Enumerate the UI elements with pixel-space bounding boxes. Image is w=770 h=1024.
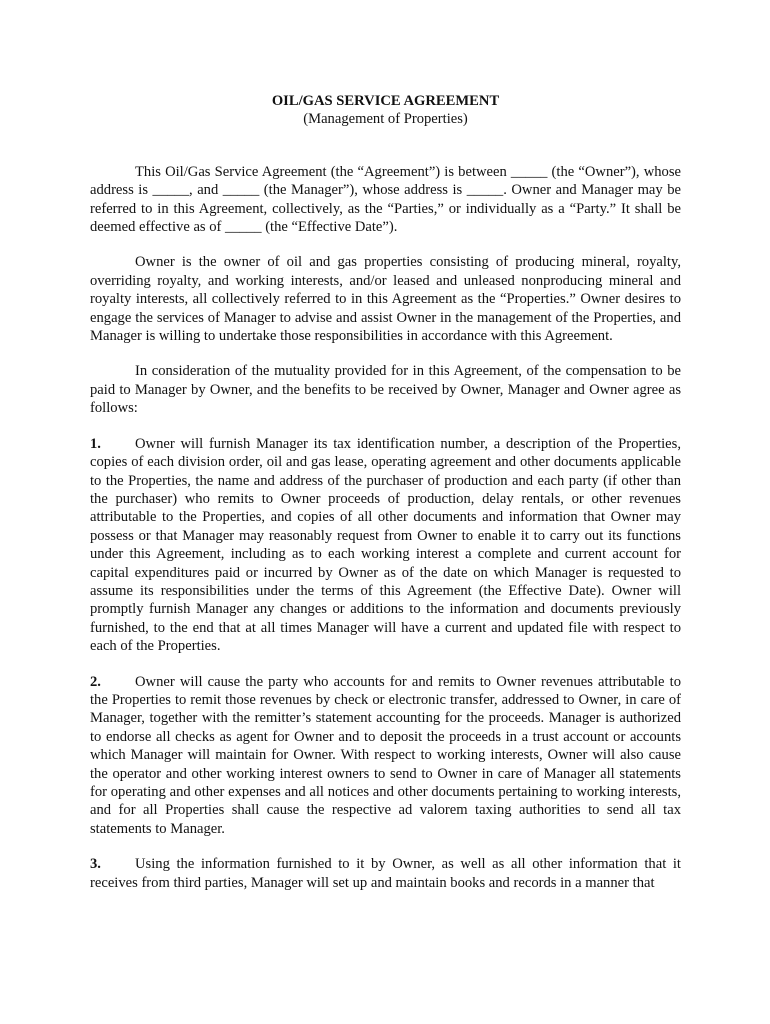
section-3-paragraph bbox=[90, 855, 681, 892]
section-1-number: 1. bbox=[90, 435, 101, 452]
section-1-text: Owner will furnish Manager its tax identification number, a description of the Properties, copies of each division order, oil and gas lease, operating agreement and other documents applicable to the Properties, the name and address of the purchaser of production and each party (if other than the purchaser) who remits to Owner proceeds of production, delay rentals, or other revenues attributable to the Properties, and copies of all other documents and information that Owner may possess or that Manager may reasonably request from Owner to enable it to carry out its functions under this Agreement, including as to each working interest a complete and current account for capital expenditures paid or incurred by Owner as of the date on which Manager is requested to assume its responsibilities under the terms of this Agreement (the Effective Date). Owner will promptly furnish Manager any changes or additions to the information and documents previously furnished, to the end that at all times Manager will have a current and updated file with respect to each of the Properties. bbox=[90, 435, 681, 655]
document-subtitle: (Management of Properties) bbox=[303, 111, 468, 128]
section-1-paragraph bbox=[90, 435, 681, 656]
section-2-text: Owner will cause the party who accounts for and remits to Owner revenues attributable to the Properties to remit those revenues by check or electronic transfer, addressed to Owner, in care of Manager, together with the remitter’s statement accounting for the proceeds. Manager is authorized to endorse all checks as agent for Owner and to deposit the proceeds in a trust account or accounts which Manager will maintain for Owner. With respect to working interests, Owner will also cause the operator and other working interest owners to send to Owner in care of Manager all statements for operating and other expenses and all notices and other documents pertaining to working interests, and for all Properties shall cause the respective ad valorem taxing authorities to send all tax statements to Manager. bbox=[90, 673, 681, 837]
document-page bbox=[90, 92, 681, 909]
section-2-paragraph bbox=[90, 673, 681, 839]
consideration-paragraph: In consideration of the mutuality provided for in this Agreement, of the compensation to be paid to Manager by Owner, and the benefits to be received by Owner, Manager and Owner agree as follows: bbox=[90, 363, 681, 417]
document-title: OIL/GAS SERVICE AGREEMENT bbox=[271, 93, 500, 109]
intro-paragraph: This Oil/Gas Service Agreement (the “Agreement”) is between _____ (the “Owner”), whose address is _____, and _____ (the Manager”), whose address is _____. Owner and Manager may be referred to in this Agreement, collectively, as the “Parties,” or individually as a “Party.” It shall be deemed effective as of _____ (the “Effective Date”). bbox=[90, 163, 681, 236]
section-3-text: Using the information furnished to it by Owner, as well as all other information that it receives from third parties, Manager will set up and maintain books and records in a manner that bbox=[90, 856, 681, 891]
section-3-number: 3. bbox=[90, 856, 101, 873]
recital-paragraph: Owner is the owner of oil and gas properties consisting of producing mineral, royalty, overriding royalty, and working interests, and/or leased and unleased nonproducing mineral and royalty interests, all collectively referred to in this Agreement as the “Properties.” Owner desires to engage the services of Manager to advise and assist Owner in the management of the Properties, and Manager is willing to undertake those responsibilities in accordance with this Agreement. bbox=[90, 254, 681, 345]
section-2-number: 2. bbox=[90, 673, 101, 690]
